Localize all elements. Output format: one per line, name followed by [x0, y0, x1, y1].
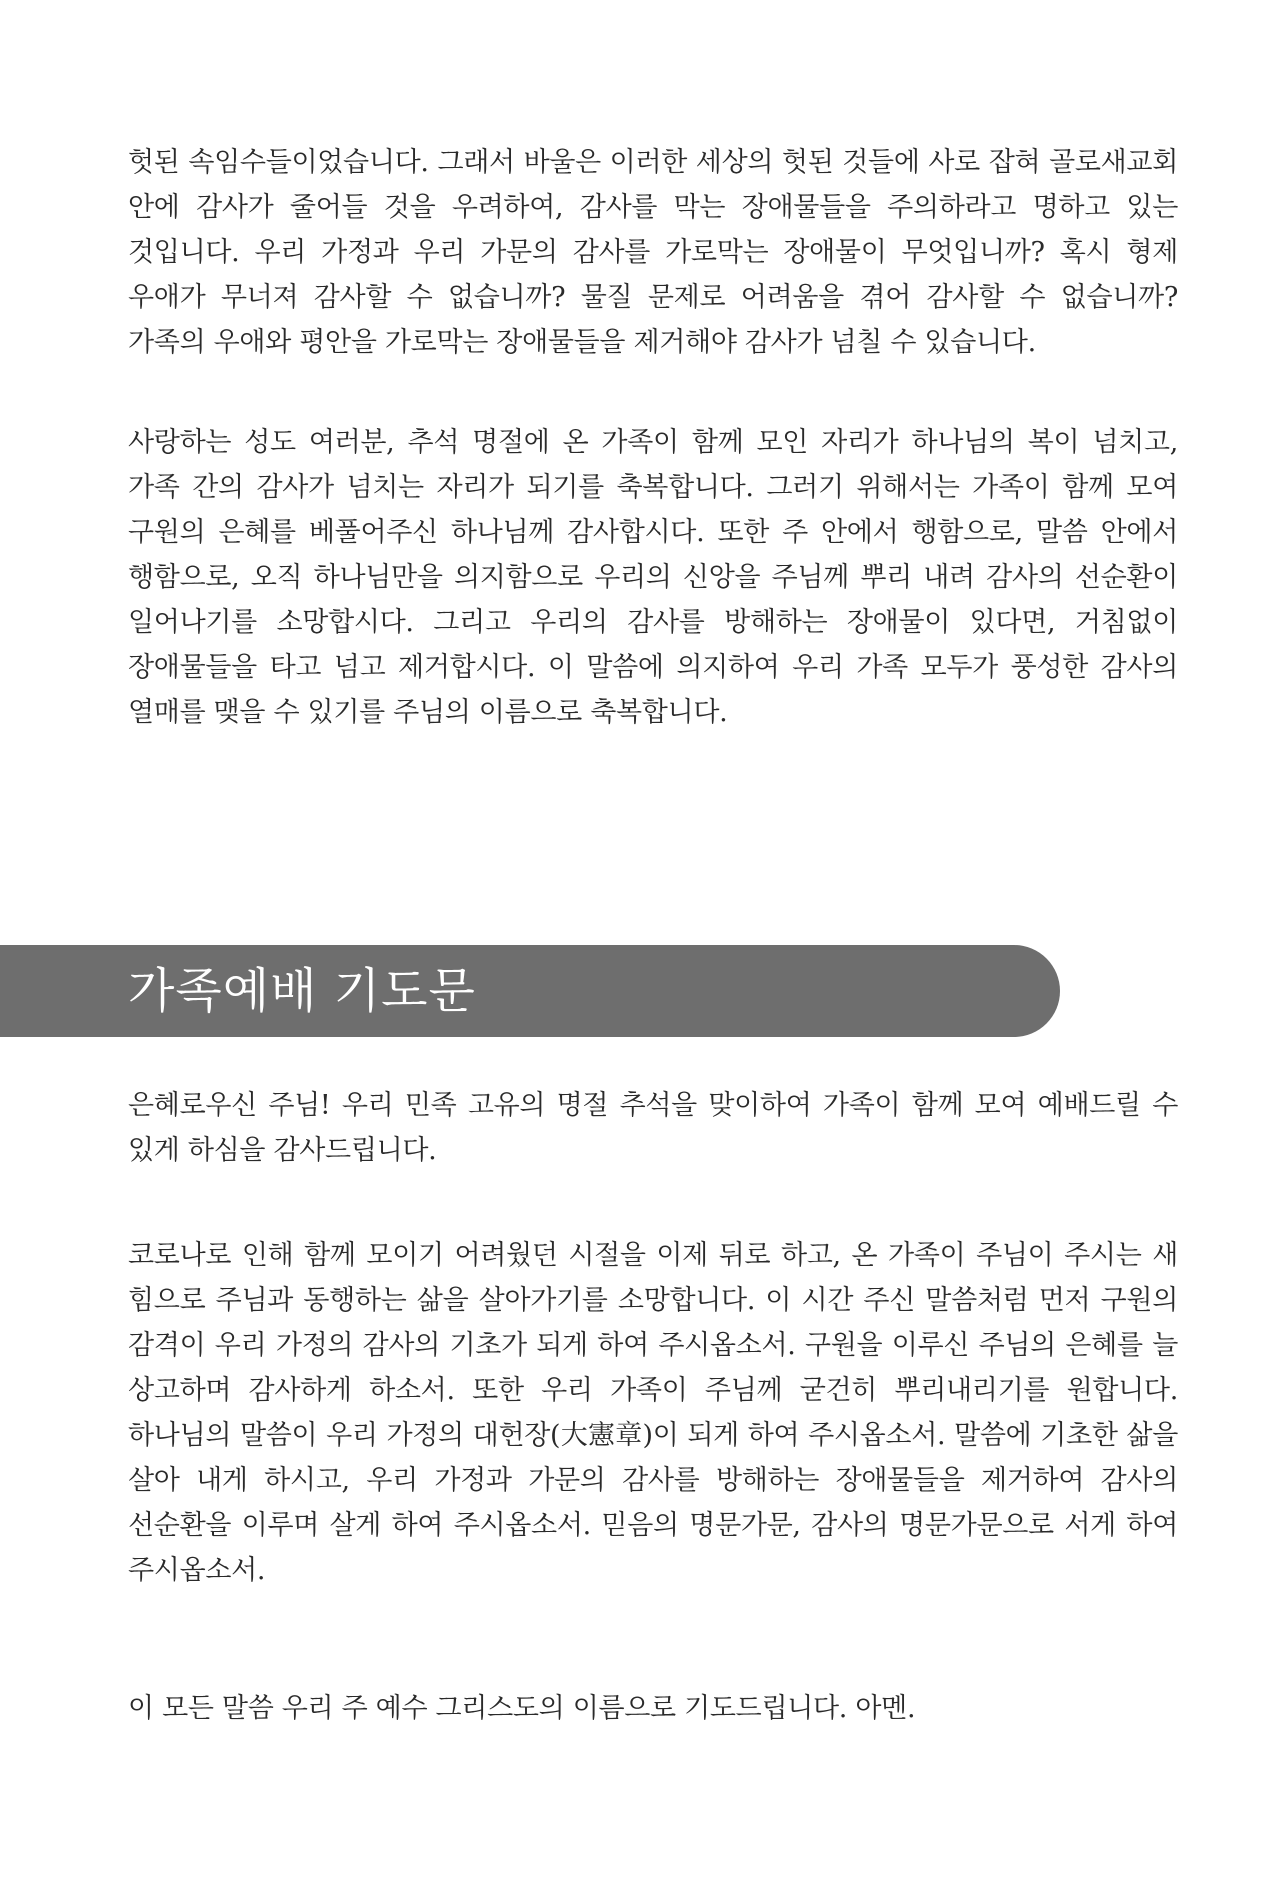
prayer-paragraph-2: 코로나로 인해 함께 모이기 어려웠던 시절을 이제 뒤로 하고, 온 가족이 주님이 주시는 새 힘으로 주님과 동행하는 삶을 살아가기를 소망합니다. 이 시간 주신 말씀처럼 먼저 구원의 감격이 우리 가정의 감사의 기초가 되게 하여 주시옵소서. 구원을 이루신 주님의 은혜를 늘 상고하며 감사하게 하소서. 또한 우리 가족이 주님께 굳건히 뿌리내리기를 원합니다. 하나님의 말씀이 우리 가정의 대헌장(大憲章)이 되게 하여 주시옵소서. 말씀에 기초한 삶을 살아 내게 하시고, 우리 가정과 가문의 감사를 방해하는 장애물들을 제거하여 감사의 선순환을 이루며 살게 하여 주시옵소서. 믿음의 명문가문, 감사의 명문가문으로 서게 하여 주시옵소서.	[128, 1240, 1178, 1586]
sermon-paragraph-1: 헛된 속임수들이었습니다. 그래서 바울은 이러한 세상의 헛된 것들에 사로 잡혀 골로새교회 안에 감사가 줄어들 것을 우려하여, 감사를 막는 장애물들을 주의하라고 명하고 있는 것입니다. 우리 가정과 우리 가문의 감사를 가로막는 장애물이 무엇입니까? 혹시 형제 우애가 무너져 감사할 수 없습니까? 물질 문제로 어려움을 겪어 감사할 수 없습니까? 가족의 우애와 평안을 가로막는 장애물들을 제거해야 감사가 넘칠 수 있습니다.	[128, 147, 1178, 358]
prayer-paragraph-3: 이 모든 말씀 우리 주 예수 그리스도의 이름으로 기도드립니다. 아멘.	[128, 1693, 916, 1724]
section-title: 가족예배 기도문	[128, 963, 476, 1019]
sermon-paragraph-2: 사랑하는 성도 여러분, 추석 명절에 온 가족이 함께 모인 자리가 하나님의 복이 넘치고, 가족 간의 감사가 넘치는 자리가 되기를 축복합니다. 그러기 위해서는 가족이 함께 모여 구원의 은혜를 베풀어주신 하나님께 감사합시다. 또한 주 안에서 행함으로, 말씀 안에서 행함으로, 오직 하나님만을 의지함으로 우리의 신앙을 주님께 뿌리 내려 감사의 선순환이 일어나기를 소망합시다. 그리고 우리의 감사를 방해하는 장애물이 있다면, 거침없이 장애물들을 타고 넘고 제거합시다. 이 말씀에 의지하여 우리 가족 모두가 풍성한 감사의 열매를 맺을 수 있기를 주님의 이름으로 축복합니다.	[128, 427, 1178, 728]
section-header-bar	[0, 945, 1060, 1037]
prayer-paragraph-1: 은혜로우신 주님! 우리 민족 고유의 명절 추석을 맞이하여 가족이 함께 모여 예배드릴 수 있게 하심을 감사드립니다.	[128, 1090, 1178, 1166]
